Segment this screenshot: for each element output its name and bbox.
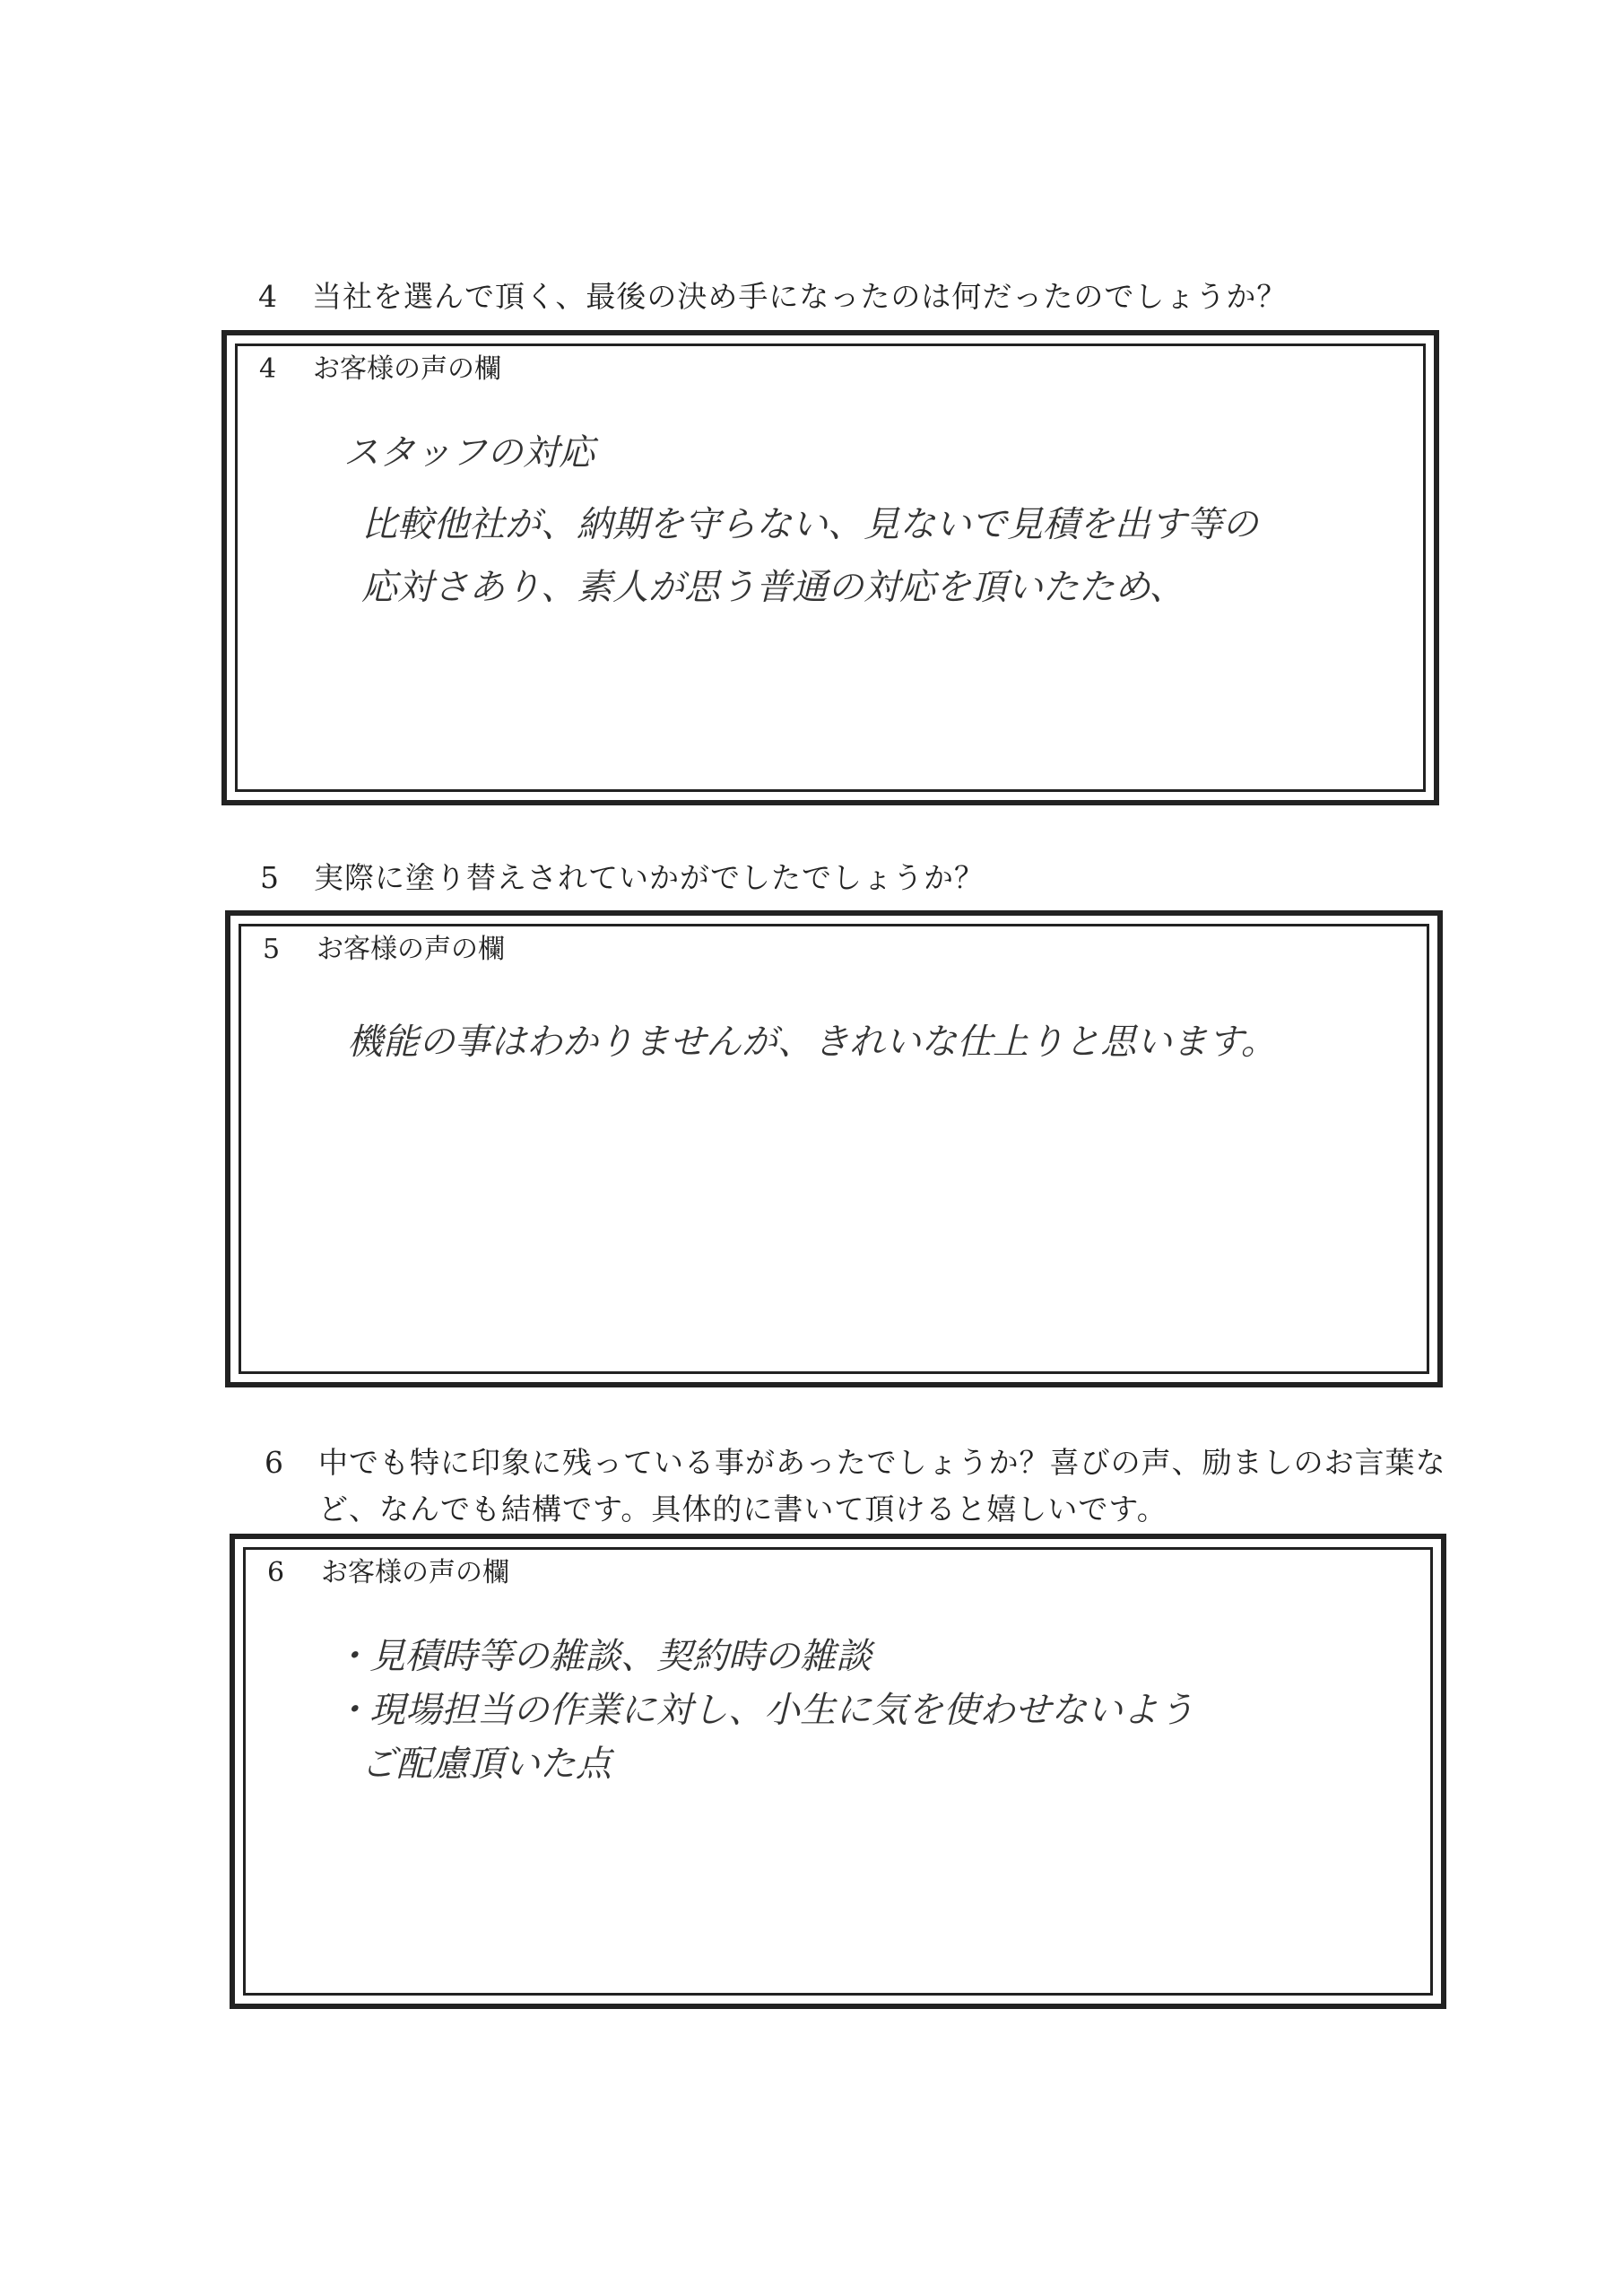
question-number: 4 xyxy=(258,279,278,314)
answer-line: ・見積時等の雑談、契約時の雑談 xyxy=(334,1636,872,1677)
question-number: 6 xyxy=(265,1445,284,1480)
question-text-line-1: 中でも特に印象に残っている事があったでしょうか？喜びの声、励ましのお言葉な xyxy=(318,1445,1446,1480)
box-number: 4 xyxy=(259,353,277,385)
question-text: 当社を選んで頂く、最後の決め手になったのは何だったのでしょうか？ xyxy=(312,279,1288,314)
question-text: 実際に塗り替えされていかがでしたでしょうか？ xyxy=(314,860,985,895)
question-number: 5 xyxy=(260,860,280,895)
answer-line: スタッフの対応 xyxy=(343,432,595,474)
question-6 xyxy=(265,1439,1565,1538)
question-4 xyxy=(258,274,1558,320)
voice-box-5 xyxy=(225,910,1443,1387)
voice-box-label xyxy=(263,932,505,968)
answer-line: 応対さあり、素人が思う普通の対応を頂いたため、 xyxy=(361,567,1185,608)
box-label-text: お客様の声の欄 xyxy=(313,353,501,385)
box-number: 6 xyxy=(267,1557,285,1588)
voice-box-label xyxy=(267,1555,509,1591)
question-5 xyxy=(260,855,1560,901)
box-label-text: お客様の声の欄 xyxy=(321,1557,509,1588)
voice-box-inner xyxy=(239,924,1429,1374)
answer-line: 機能の事はわかりませんが、きれいな仕上りと思います。 xyxy=(347,1022,1277,1063)
box-number: 5 xyxy=(263,934,281,965)
answer-line: 比較他社が、納期を守らない、見ないで見積を出す等の xyxy=(361,504,1258,545)
voice-box-6 xyxy=(230,1534,1446,2009)
voice-box-4 xyxy=(221,330,1439,805)
question-text-line-2: ど、なんでも結構です。具体的に書いて頂けると嬉しいです。 xyxy=(318,1492,1167,1526)
voice-box-label xyxy=(259,352,501,387)
answer-line: ・現場担当の作業に対し、小生に気を使わせないよう xyxy=(334,1690,1194,1731)
answer-line: ご配慮頂いた点 xyxy=(360,1744,612,1785)
box-label-text: お客様の声の欄 xyxy=(317,934,505,965)
